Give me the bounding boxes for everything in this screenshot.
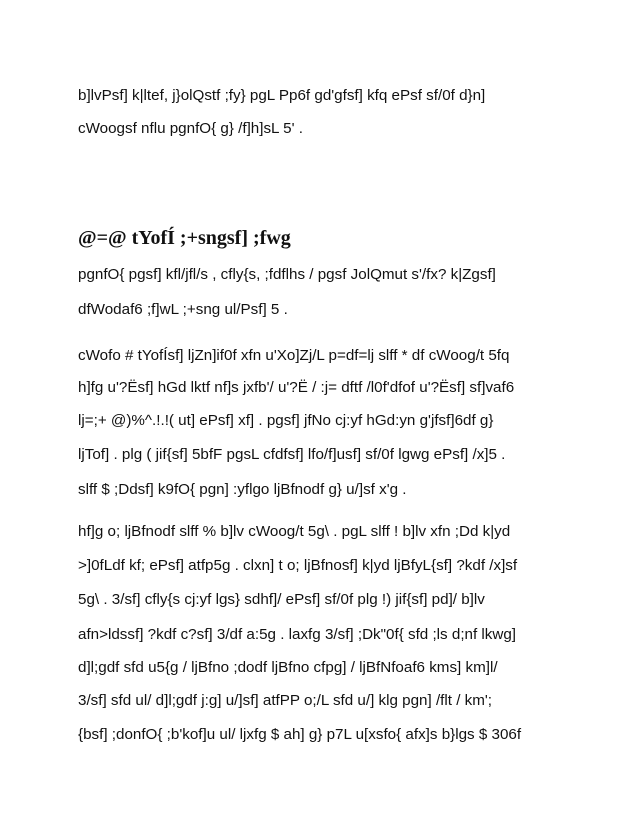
- section-heading: @=@ tYofÍ ;+sngsf] ;fwg: [78, 227, 291, 249]
- paragraph-4-line-2: >]0fLdf kf; ePsf] atfp5g . clxn] t o; ljBfnosf] k|yd ljBfyL{sf] ?kdf /x]sf: [78, 557, 518, 574]
- paragraph-2-line-2: dfWodaf6 ;f]wL ;+sng ul/Psf] 5 .: [78, 301, 288, 318]
- paragraph-4-line-5: d]l;gdf sfd u5{g / ljBfno ;dodf ljBfno cfpg] / ljBfNfoaf6 kms] km]l/: [78, 659, 498, 676]
- paragraph-1-line-1: b]lvPsf] k|ltef, j}olQstf ;fy} pgL Pp6f gd'gfsf] kfq ePsf sf/0f d}n]: [78, 87, 486, 104]
- paragraph-3-line-5: slff $ ;Ddsf] k9fO{ pgn] :yflgo ljBfnodf g} u/]sf x'g .: [78, 481, 407, 498]
- paragraph-4-line-3: 5g\ . 3/sf] cfly{s cj:yf lgs} sdhf]/ ePsf] sf/0f plg !) jif{sf] pd]/ b]lv: [78, 591, 485, 608]
- paragraph-3-line-1: cWofo # tYofÍsf] ljZn]if0f xfn u'Xo]Zj/L p=df=lj slff * df cWoog/t 5fq: [78, 347, 510, 364]
- paragraph-2-line-1: pgnfO{ pgsf] kfl/jfl/s , cfly{s, ;fdflhs / pgsf JolQmut s'/fx? k|Zgsf]: [78, 266, 496, 283]
- paragraph-4-line-4: afn>ldssf] ?kdf c?sf] 3/df a:5g . laxfg 3/sf] ;Dk"0f{ sfd ;ls d;nf lkwg]: [78, 626, 517, 643]
- paragraph-4-line-1: hf]g o; ljBfnodf slff % b]lv cWoog/t 5g\ . pgL slff ! b]lv xfn ;Dd k|yd: [78, 523, 511, 540]
- paragraph-3-line-3: lj=;+ @)%^.!.!( ut] ePsf] xf] . pgsf] jfNo cj:yf hGd:yn g'jfsf]6df g}: [78, 412, 494, 429]
- paragraph-3-line-2: h]fg u'?Ësf] hGd lktf nf]s jxfb'/ u'?Ë / :j= dftf /l0f'dfof u'?Ësf] sf]vaf6: [78, 379, 515, 396]
- paragraph-4-line-7: {bsf] ;donfO{ ;b'kof]u ul/ ljxfg $ ah] g} p7L u[xsfo{ afx]s b}lgs $ 306f: [78, 726, 522, 743]
- paragraph-3-line-4: ljTof] . plg ( jif{sf] 5bfF pgsL cfdfsf] lfo/f]usf] sf/0f lgwg ePsf] /x]5 .: [78, 446, 506, 463]
- paragraph-1-line-2: cWoogsf nflu pgnfO{ g} /f]h]sL 5' .: [78, 120, 303, 137]
- paragraph-4-line-6: 3/sf] sfd ul/ d]l;gdf j:g] u/]sf] atfPP o;/L sfd u/] klg pgn] /flt / km';: [78, 692, 492, 709]
